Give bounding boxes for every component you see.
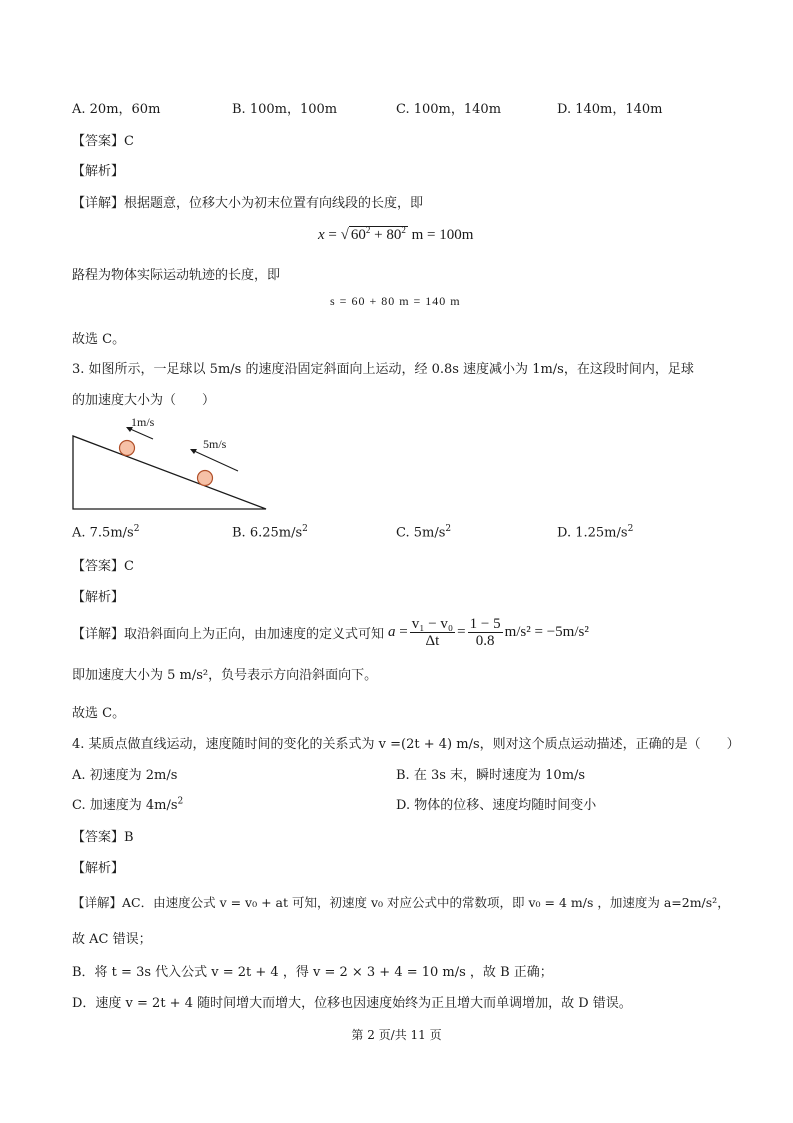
q2-detail: 【详解】根据题意，位移大小为初末位置有向线段的长度，即 xyxy=(72,196,424,211)
q4-option-d: D. 物体的位移、速度均随时间变小 xyxy=(396,798,597,813)
q4-detail-b: B．将 t = 3s 代入公式 v = 2t + 4 ，得 v = 2 × 3 + 4 = 10 m/s ，故 B 正确； xyxy=(72,965,553,980)
q4-option-c: C. 加速度为 $4m/s^2$ xyxy=(72,796,184,813)
q2-option-b: B. 100m，100m xyxy=(232,102,338,117)
q3-option-b: B. $6.25m/s^2$ xyxy=(232,524,308,541)
q2-path-text: 路程为物体实际运动轨迹的长度，即 xyxy=(72,268,281,283)
q3-fraction-definition: $\frac{\text{v₁ − v₀}}{\Delta t}$ xyxy=(411,615,454,649)
q2-equation-displacement: x = √ $60^2 + 80^2$ m = 100m xyxy=(318,225,474,243)
q2-conclusion: 故选 C。 xyxy=(72,332,126,347)
q2-option-d: D. 140m，140m xyxy=(557,102,663,117)
fig-label-1ms: 1m/s xyxy=(131,415,155,429)
q3-incline-figure xyxy=(70,412,270,512)
q3-option-d: D. $1.25m/s^2$ xyxy=(557,524,634,541)
arrow-1ms xyxy=(128,428,153,439)
q2-analysis-label: 【解析】 xyxy=(72,164,125,179)
q2-equation-path: s = 60 + 80 m = 140 m xyxy=(330,294,461,308)
q4-option-b: B. 在 3s 末，瞬时速度为 10m/s xyxy=(396,768,586,783)
q4-analysis-label: 【解析】 xyxy=(72,861,125,876)
ball-upper xyxy=(120,441,135,456)
q4-answer: 【答案】B xyxy=(72,830,134,845)
q4-option-a: A. 初速度为 2m/s xyxy=(72,768,178,783)
q3-conclusion: 故选 C。 xyxy=(72,706,126,721)
q3-stem-line2: 的加速度大小为（ ） xyxy=(72,393,216,408)
q3-analysis-label: 【解析】 xyxy=(72,590,125,605)
q2-option-c: C. 100m，140m xyxy=(396,102,502,117)
q3-detail: 【详解】取沿斜面向上为正向，由加速度的定义式可知 a = $\frac{\text{v₁ − v₀}}{\Delta t}$ = $\frac{1 - 5}{0.8}$ m/s² = −5m/s² xyxy=(72,615,589,649)
q3-option-c: C. $5m/s^2$ xyxy=(396,524,452,541)
q4-detail-line1: 【详解】AC．由速度公式 v = v₀ + at 可知，初速度 v₀ 对应公式中的常数项，即 v₀ = 4 m/s ，加速度为 a=2m/s²， xyxy=(72,895,730,910)
q2-option-a: A. 20m，60m xyxy=(72,102,161,117)
q4-stem: 4. 某质点做直线运动，速度随时间的变化的关系式为 v =(2t + 4) m/s，则对这个质点运动描述，正确的是（ ） xyxy=(72,737,740,752)
arrow-5ms xyxy=(192,450,238,471)
fig-label-5ms: 5m/s xyxy=(203,437,227,451)
q3-stem-line1: 3. 如图所示，一足球以 5m/s 的速度沿固定斜面向上运动，经 0.8s 速度减小为 1m/s，在这段时间内，足球 xyxy=(72,362,694,377)
q3-fraction-values: $\frac{1 - 5}{0.8}$ xyxy=(469,615,501,649)
q3-magnitude: 即加速度大小为 5 m/s²，负号表示方向沿斜面向下。 xyxy=(72,668,378,683)
q4-detail-line2: 故 AC 错误； xyxy=(72,932,152,947)
ball-lower xyxy=(198,471,213,486)
page-footer: 第 2 页/共 11 页 xyxy=(351,1028,442,1042)
q4-detail-d: D．速度 v = 2t + 4 随时间增大而增大，位移也因速度始终为正且增大而单调增加，故 D 错误。 xyxy=(72,996,632,1011)
q3-answer: 【答案】C xyxy=(72,559,134,574)
incline-triangle xyxy=(73,436,266,509)
q2-answer: 【答案】C xyxy=(72,134,134,149)
q3-option-a: A. $7.5m/s^2$ xyxy=(72,524,140,541)
